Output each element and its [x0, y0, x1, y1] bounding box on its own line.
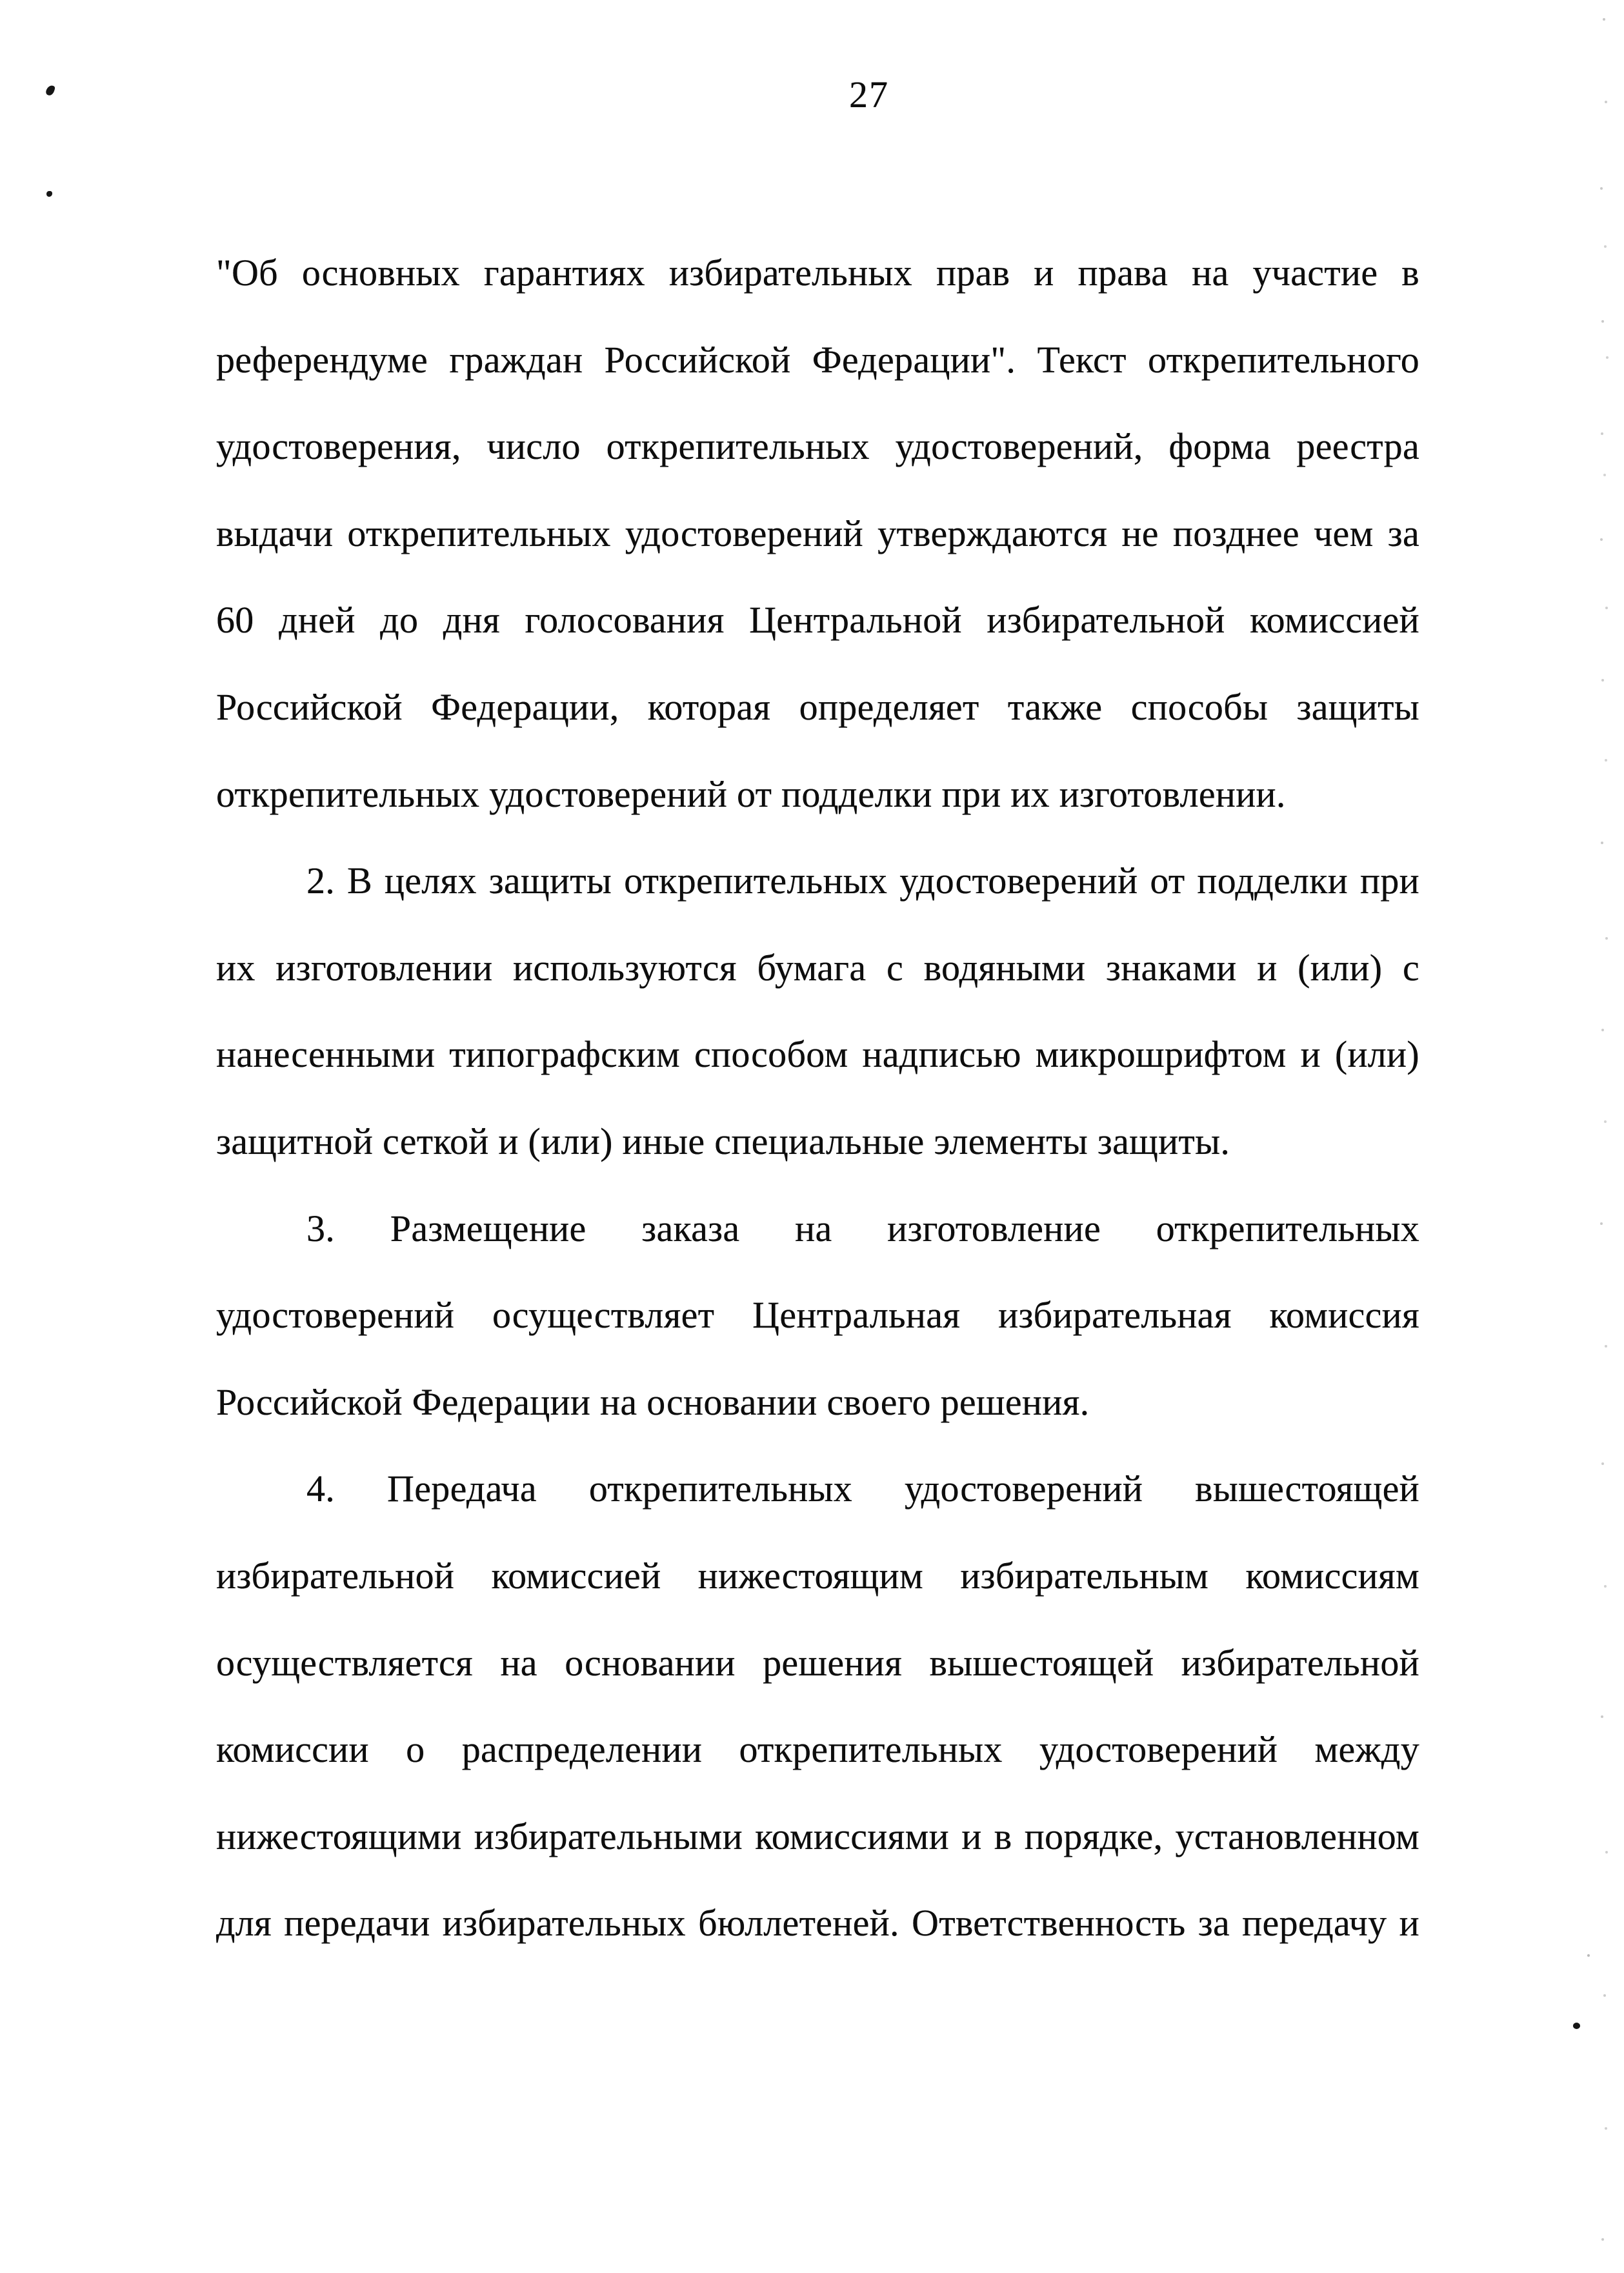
text-line: нижестоящими избирательными комиссиями и в порядке, установленном: [216, 1815, 1419, 1857]
text-line: выдачи открепительных удостоверений утверждаются не позднее чем за: [216, 512, 1419, 554]
document-body: [216, 230, 1419, 1967]
text-line: открепительных удостоверений от подделки при их изготовлении.: [216, 773, 1286, 815]
text-line: 3. Размещение заказа на изготовление открепительных: [306, 1207, 1419, 1249]
text-line: Российской Федерации, которая определяет также способы защиты: [216, 685, 1419, 728]
text-line: Российской Федерации на основании своего решения.: [216, 1380, 1090, 1423]
text-line: "Об основных гарантиях избирательных прав и права на участие в: [216, 252, 1419, 294]
text-line: избирательной комиссией нижестоящим избирательным комиссиям: [216, 1554, 1419, 1597]
text-line: для передачи избирательных бюллетеней. Ответственность за передачу и: [216, 1902, 1419, 1945]
text-line: нанесенными типографским способом надписью микрошрифтом и (или): [216, 1033, 1419, 1076]
scan-speck: [1573, 2023, 1580, 2029]
text-line: защитной сеткой и (или) иные специальные элементы защиты.: [216, 1120, 1230, 1162]
text-line: удостоверений осуществляет Центральная избирательная комиссия: [216, 1294, 1419, 1337]
scan-speck: [45, 85, 55, 97]
text-line: 60 дней до дня голосования Центральной избирательной комиссией: [216, 599, 1419, 641]
scan-speck: [46, 191, 52, 197]
text-line: 4. Передача открепительных удостоверений вышестоящей: [306, 1468, 1419, 1510]
page-number: 27: [849, 74, 889, 116]
text-line: комиссии о распределении открепительных удостоверений между: [216, 1728, 1419, 1771]
text-line: их изготовлении используются бумага с водяными знаками и (или) с: [216, 946, 1419, 989]
scan-edge-noise: [1603, 18, 1605, 21]
text-line: осуществляется на основании решения вышестоящей избирательной: [216, 1641, 1419, 1684]
text-line: 2. В целях защиты открепительных удостоверений от подделки при: [306, 860, 1419, 902]
text-line: референдуме граждан Российской Федерации". Текст открепительного: [216, 338, 1419, 381]
text-line: удостоверения, число открепительных удостоверений, форма реестра: [216, 425, 1419, 468]
